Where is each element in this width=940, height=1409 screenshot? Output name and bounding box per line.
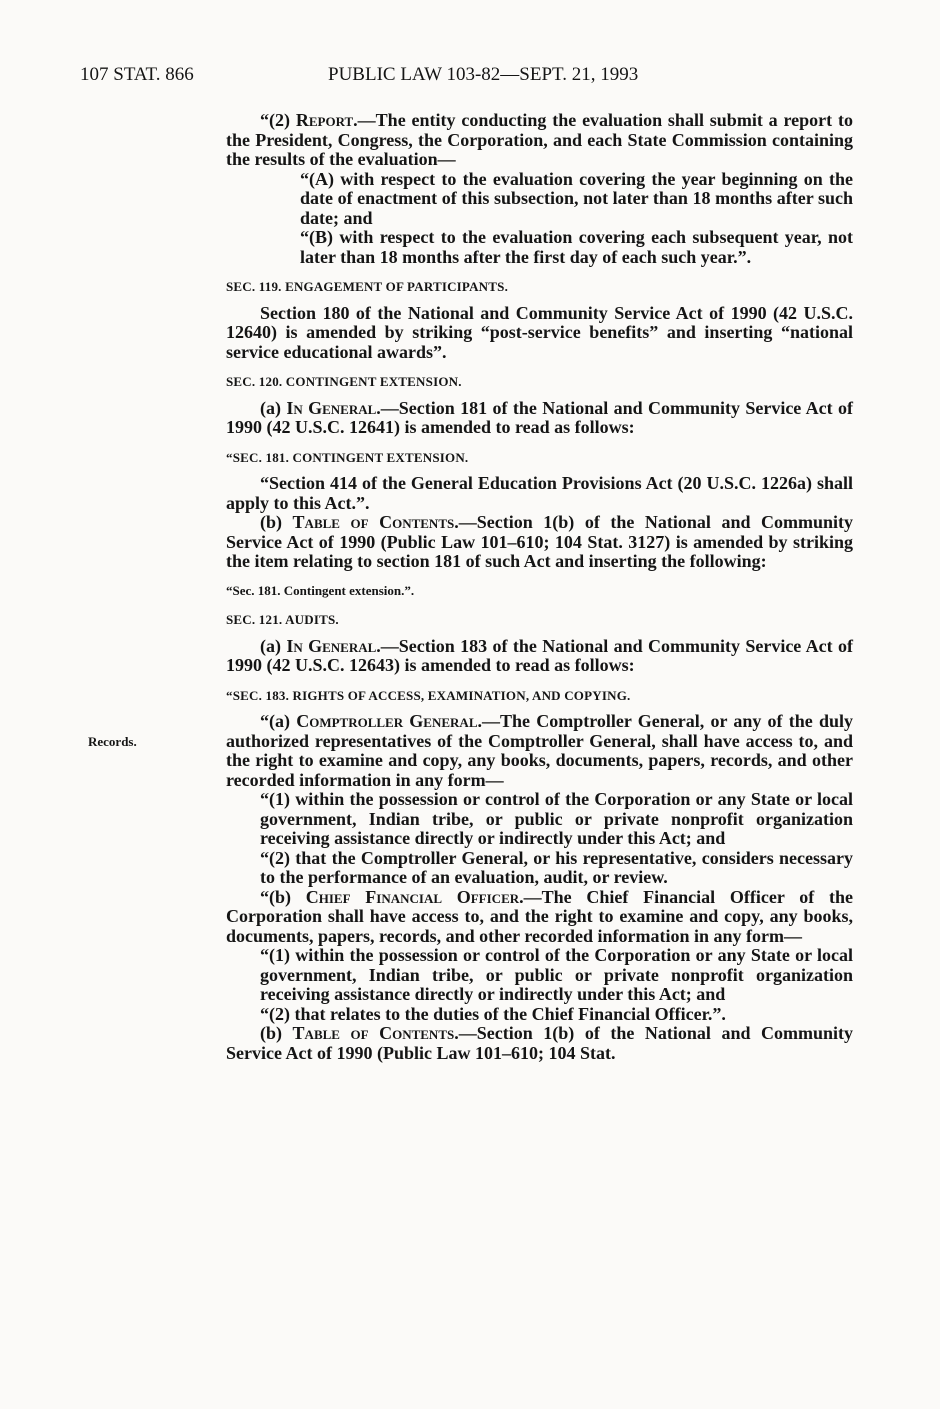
section-120-heading: SEC. 120. CONTINGENT EXTENSION. bbox=[226, 374, 462, 389]
report-clause-a: “(A) with respect to the evaluation covering the year beginning on the date of enactment of this subsection, not later than 18 months after such date; and bbox=[300, 168, 853, 228]
page-stat-citation: 107 STAT. 866 bbox=[80, 64, 194, 85]
section-181-heading: “SEC. 181. CONTINGENT EXTENSION. bbox=[226, 449, 469, 465]
page-body bbox=[226, 111, 853, 1063]
report-clause-b: “(B) with respect to the evaluation covering each subsequent year, not later than 18 months after the first day of each such year.”. bbox=[300, 227, 853, 267]
comptroller-general-paragraph: “(a) Comptroller General.—The Comptroller General, or any of the duly authorized representatives of the Comptroller General, shall have access to, and the right to examine and copy, any books, documents, papers, records, and other recorded information in any form— bbox=[226, 711, 853, 790]
section-121-subsection-b: (b) Table of Contents.—Section 1(b) of the National and Community Service Act of 1990 (Public Law 101–610; 104 Stat. bbox=[226, 1023, 854, 1063]
section-120-subsection-a: (a) In General.—Section 181 of the National and Community Service Act of 1990 (42 U.S.C. 12641) is amended to read as follows: bbox=[226, 397, 853, 437]
margin-note-records: Records. bbox=[88, 734, 137, 749]
section-121-heading: SEC. 121. AUDITS. bbox=[226, 612, 339, 627]
cfo-clause-1: “(1) within the possession or control of the Corporation or any State or local government, Indian tribe, or public or private nonprofit organization receiving assistance directly or indirectly under this Act; and bbox=[260, 945, 853, 1004]
cfo-clause-2: “(2) that relates to the duties of the Chief Financial Officer.”. bbox=[260, 1003, 726, 1024]
section-119-heading: SEC. 119. ENGAGEMENT OF PARTICIPANTS. bbox=[226, 279, 509, 294]
section-121-subsection-a: (a) In General.—Section 183 of the National and Community Service Act of 1990 (42 U.S.C. 12643) is amended to read as follows: bbox=[226, 635, 853, 675]
section-119-text: Section 180 of the National and Community Service Act of 1990 (42 U.S.C. 12640) is amended by striking “post-service benefits” and inserting “national service educational awards”. bbox=[226, 302, 853, 362]
public-law-title: PUBLIC LAW 103-82—SEPT. 21, 1993 bbox=[328, 64, 639, 85]
comptroller-clause-2: “(2) that the Comptroller General, or his representative, considers necessary to the performance of an evaluation, audit, or review. bbox=[260, 847, 853, 887]
running-header bbox=[80, 64, 720, 90]
comptroller-clause-1: “(1) within the possession or control of the Corporation or any State or local government, Indian tribe, or public or private nonprofit organization receiving assistance directly or indirectly under this Act; and bbox=[260, 789, 853, 848]
report-paragraph: “(2) Report.—The entity conducting the evaluation shall submit a report to the President, Congress, the Corporation, and each State Commission containing the results of the evaluation— bbox=[226, 110, 853, 169]
cfo-paragraph: “(b) Chief Financial Officer.—The Chief Financial Officer of the Corporation shall have access to, and the right to examine and copy, any books, documents, papers, records, and other recorded information in any form— bbox=[226, 886, 853, 946]
section-181-text: “Section 414 of the General Education Provisions Act (20 U.S.C. 1226a) shall apply to this Act.”. bbox=[226, 473, 853, 513]
section-120-subsection-b: (b) Table of Contents.—Section 1(b) of the National and Community Service Act of 1990 (Public Law 101–610; 104 Stat. 3127) is amended by striking the item relating to section 181 of such Act and inserting the following: bbox=[226, 512, 854, 571]
section-183-heading: “SEC. 183. RIGHTS OF ACCESS, EXAMINATION, AND COPYING. bbox=[226, 687, 631, 703]
toc-entry-181: “Sec. 181. Contingent extension.”. bbox=[226, 582, 415, 598]
